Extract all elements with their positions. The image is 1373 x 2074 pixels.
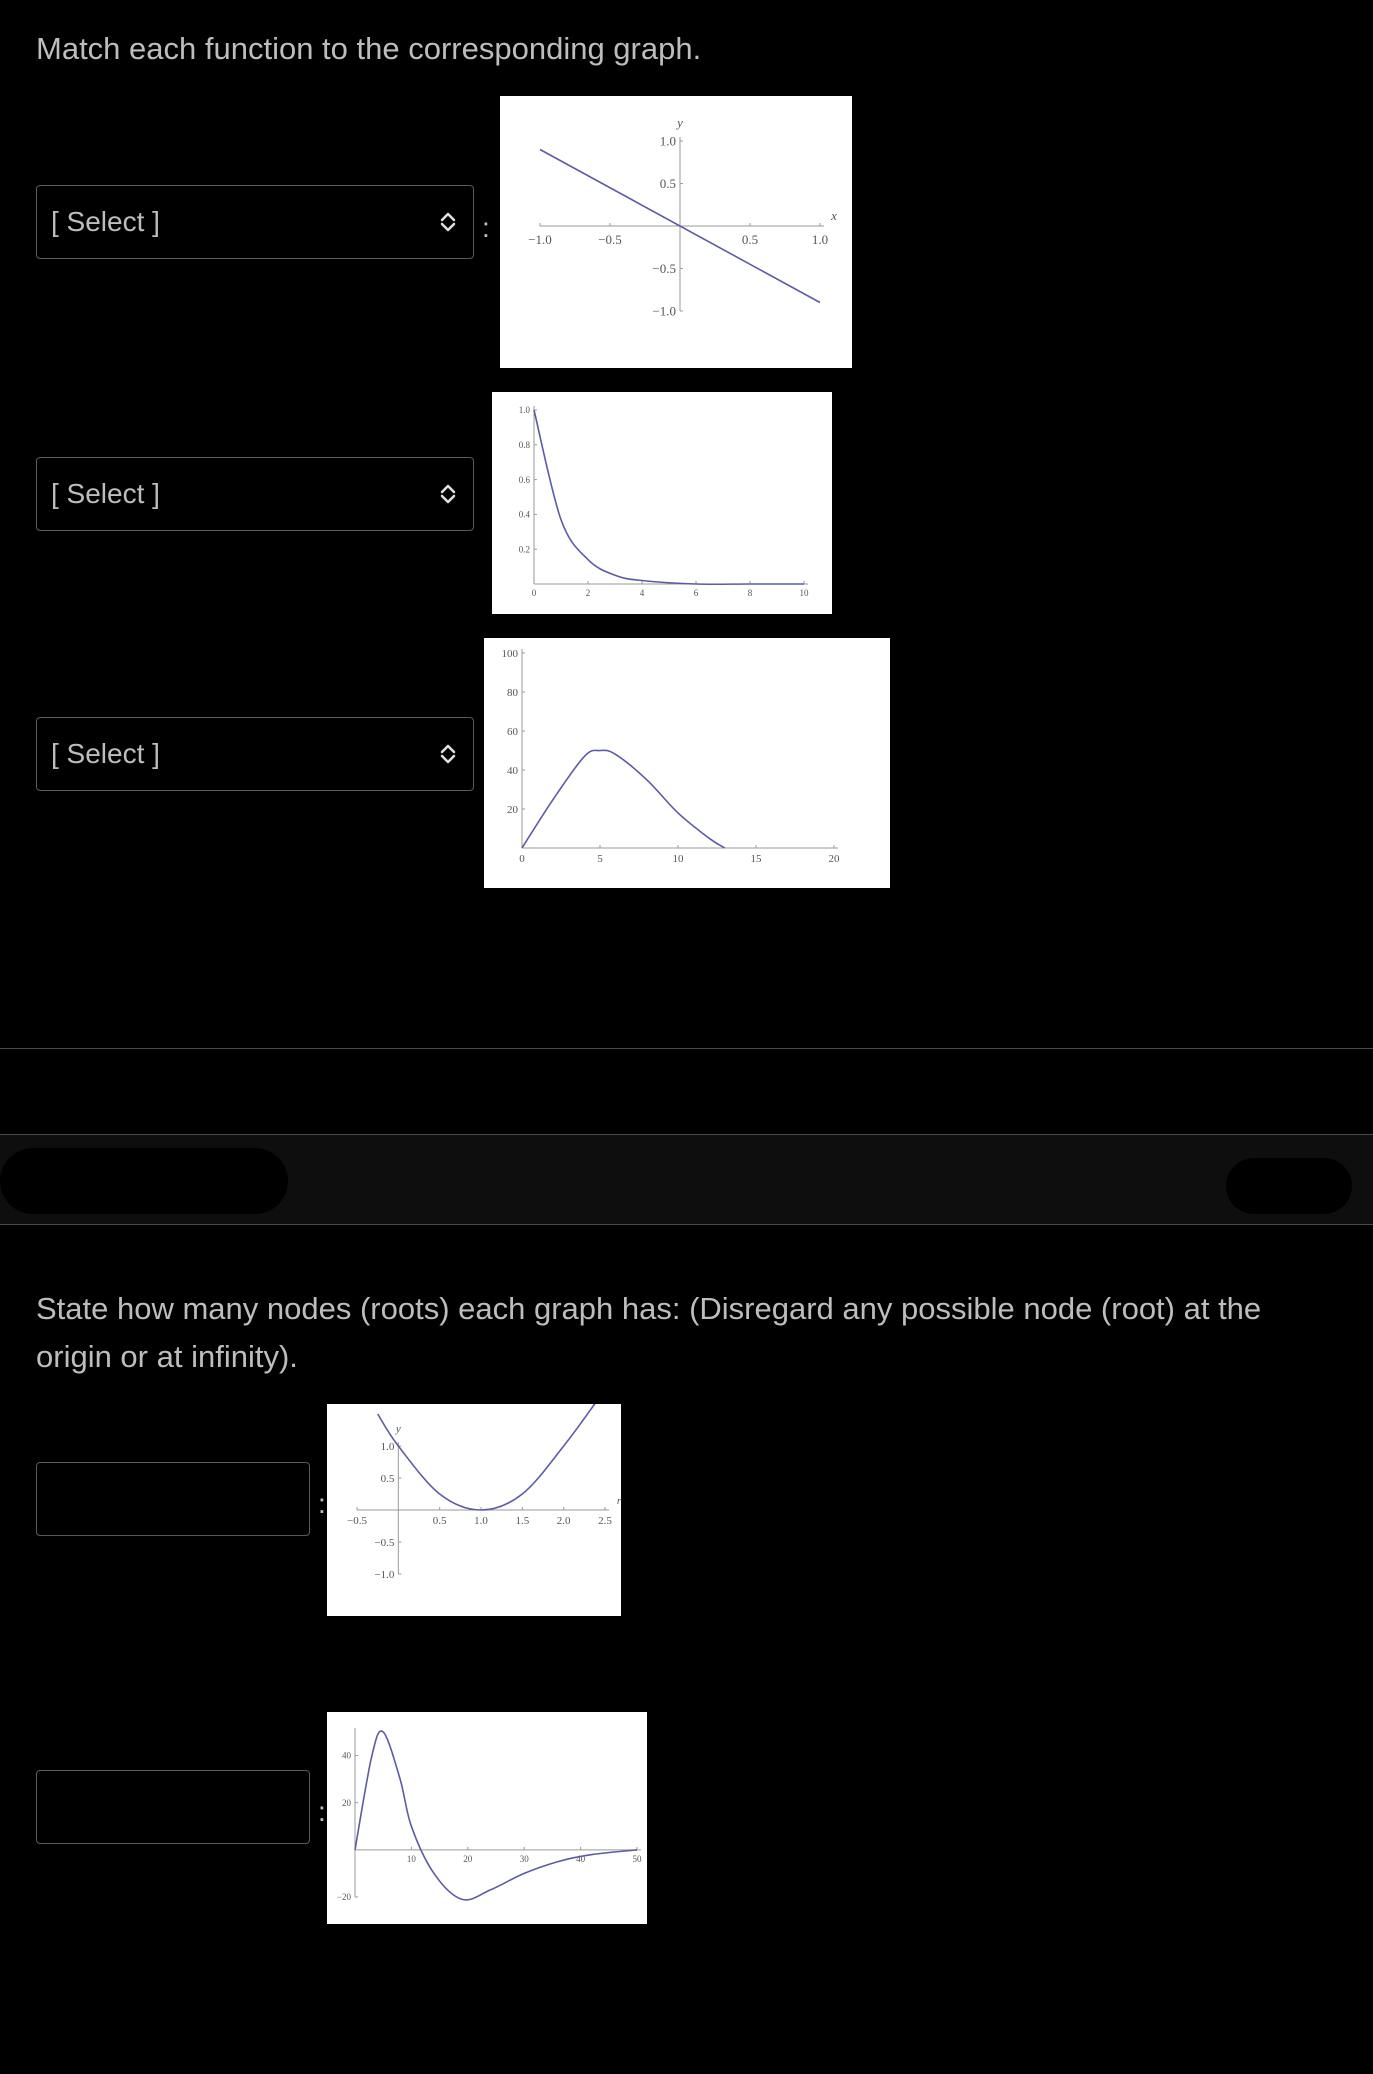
nodes-input-2[interactable] bbox=[36, 1770, 310, 1844]
x-tick-label: 20 bbox=[463, 1853, 473, 1864]
y-tick-label: 80 bbox=[507, 686, 518, 699]
x-tick-label: 2.0 bbox=[556, 1515, 571, 1527]
redacted-region bbox=[0, 1148, 288, 1214]
x-tick-label: 10 bbox=[672, 853, 684, 865]
damped-wave-chart bbox=[327, 1712, 647, 1924]
separator-colon: : bbox=[318, 1796, 326, 1827]
y-tick-label: 0.8 bbox=[518, 439, 530, 450]
select-placeholder: [ Select ] bbox=[51, 478, 160, 509]
x-tick-label: 8 bbox=[747, 588, 753, 598]
x-tick-label: 50 bbox=[632, 1853, 642, 1864]
series-line bbox=[378, 1404, 597, 1510]
y-tick-label: 1.0 bbox=[659, 133, 676, 149]
x-tick-label: 0 bbox=[531, 588, 537, 598]
chevron-up-down-icon bbox=[435, 209, 461, 235]
graph-hump bbox=[484, 638, 890, 888]
x-tick-label: 6 bbox=[693, 588, 699, 598]
redacted-region bbox=[1226, 1158, 1352, 1214]
y-tick-label: 1.0 bbox=[518, 405, 530, 416]
y-tick-label: 40 bbox=[507, 764, 518, 777]
x-axis-label: x bbox=[831, 208, 837, 223]
y-tick-label: 0.2 bbox=[518, 544, 530, 555]
match-select-1[interactable] bbox=[36, 185, 474, 259]
series-line bbox=[534, 410, 804, 584]
x-tick-label: 1.5 bbox=[515, 1515, 530, 1527]
x-tick-label: 40 bbox=[576, 1853, 586, 1864]
series-line bbox=[355, 1731, 637, 1900]
graph-exponential-decay bbox=[492, 392, 832, 614]
matching-instruction: Match each function to the corresponding graph. bbox=[36, 31, 702, 66]
linear-chart bbox=[500, 96, 852, 368]
x-tick-label: 10 bbox=[799, 588, 809, 598]
parabola-chart bbox=[327, 1404, 621, 1616]
select-placeholder: [ Select ] bbox=[51, 738, 160, 769]
decay-chart bbox=[492, 392, 832, 614]
x-tick-label: 5 bbox=[597, 853, 603, 865]
x-tick-label: 20 bbox=[828, 853, 840, 865]
x-tick-label: 10 bbox=[406, 1853, 416, 1864]
x-tick-label: −0.5 bbox=[347, 1515, 367, 1527]
y-tick-label: 1.0 bbox=[380, 1440, 395, 1453]
chevron-up-down-icon bbox=[435, 481, 461, 507]
y-axis-label: y bbox=[677, 115, 683, 130]
y-axis-label: y bbox=[395, 1423, 401, 1435]
y-tick-label: −0.5 bbox=[374, 1536, 395, 1549]
y-tick-label: 20 bbox=[507, 803, 518, 816]
y-tick-label: 0.6 bbox=[518, 474, 530, 485]
x-tick-label: 4 bbox=[639, 588, 645, 598]
select-placeholder: [ Select ] bbox=[51, 206, 160, 237]
separator-colon: : bbox=[318, 1488, 326, 1519]
x-tick-label: 30 bbox=[519, 1853, 529, 1864]
nodes-input-1[interactable] bbox=[36, 1462, 310, 1536]
x-tick-label: 1.0 bbox=[474, 1515, 488, 1527]
y-tick-label: 0.5 bbox=[380, 1472, 395, 1485]
y-tick-label: 100 bbox=[501, 647, 518, 660]
y-tick-label: 60 bbox=[507, 725, 518, 738]
y-tick-label: 0.5 bbox=[659, 176, 676, 192]
y-tick-label: −20 bbox=[336, 1892, 351, 1903]
graph-parabola bbox=[327, 1404, 621, 1616]
series-line bbox=[522, 750, 725, 848]
x-tick-label: −1.0 bbox=[528, 232, 552, 247]
y-tick-label: −1.0 bbox=[374, 1568, 395, 1581]
hump-chart bbox=[484, 638, 890, 888]
x-tick-label: −0.5 bbox=[598, 232, 622, 247]
y-tick-label: 0.4 bbox=[518, 509, 530, 520]
x-tick-label: 15 bbox=[750, 853, 762, 865]
y-tick-label: 20 bbox=[342, 1797, 351, 1808]
x-tick-label: 0.5 bbox=[432, 1515, 447, 1527]
section-divider bbox=[0, 1048, 1373, 1049]
y-tick-label: −0.5 bbox=[652, 261, 676, 277]
x-tick-label: 2.5 bbox=[598, 1515, 612, 1527]
nodes-instruction: State how many nodes (roots) each graph has: (Disregard any possible node (root) at the origin or at infinity). bbox=[36, 1291, 1262, 1374]
x-axis-label: r bbox=[616, 1495, 621, 1507]
y-tick-label: 40 bbox=[342, 1750, 351, 1761]
x-tick-label: 0.5 bbox=[741, 232, 759, 247]
x-tick-label: 2 bbox=[585, 588, 591, 598]
match-select-3[interactable] bbox=[36, 717, 474, 791]
y-tick-label: −1.0 bbox=[652, 303, 676, 319]
graph-linear bbox=[500, 96, 852, 368]
chevron-up-down-icon bbox=[435, 741, 461, 767]
separator-colon: : bbox=[482, 212, 490, 243]
graph-damped-wave bbox=[327, 1712, 647, 1924]
section-divider bbox=[0, 1224, 1373, 1225]
x-tick-label: 0 bbox=[519, 853, 525, 865]
match-select-2[interactable] bbox=[36, 457, 474, 531]
x-tick-label: 1.0 bbox=[811, 232, 829, 247]
